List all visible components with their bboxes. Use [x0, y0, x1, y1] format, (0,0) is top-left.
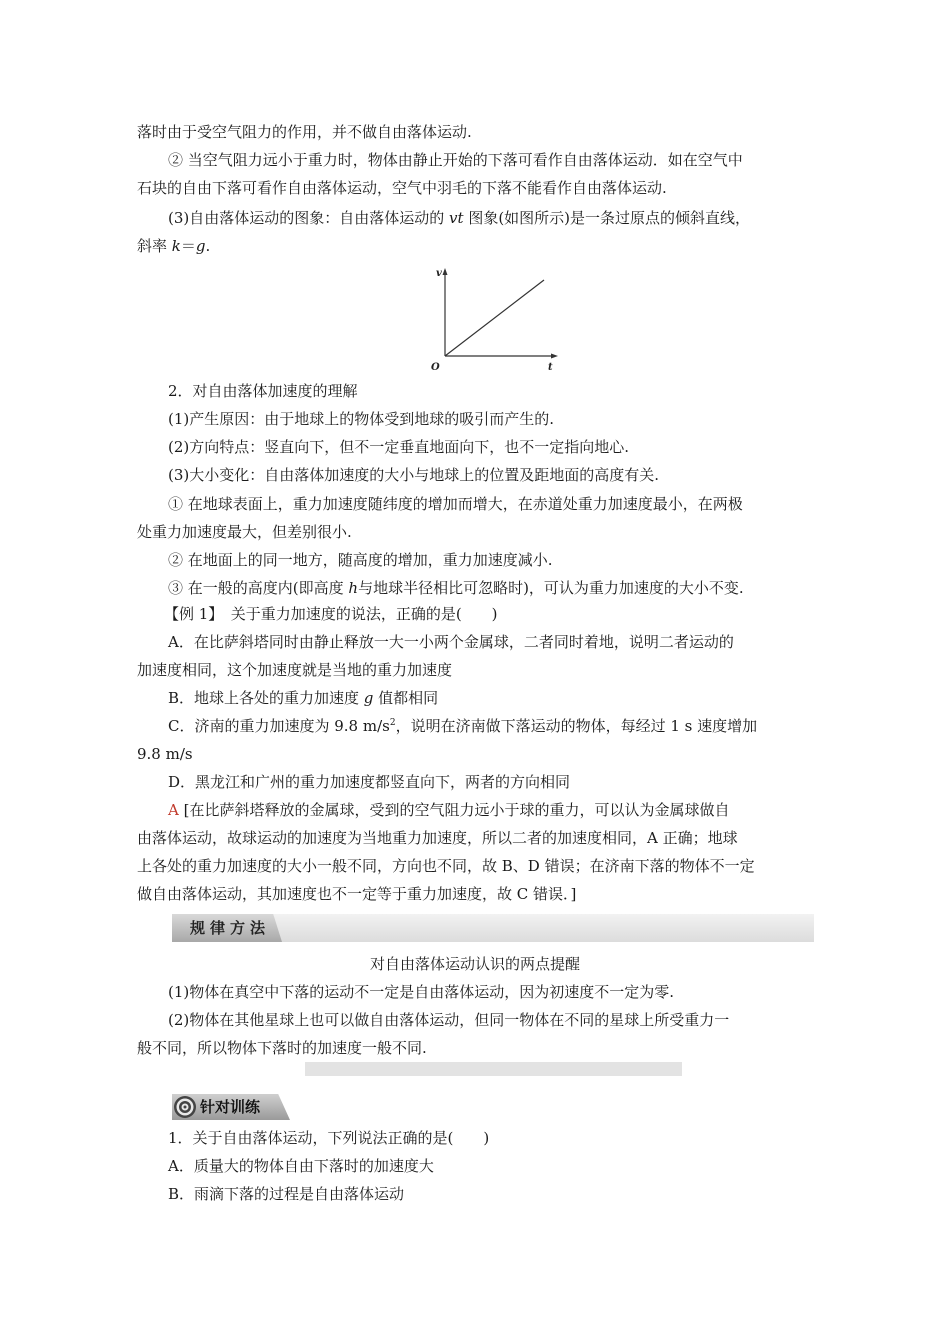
section-heading: 2．对自由落体加速度的理解	[168, 382, 358, 400]
answer-line: 做自由落体运动，其加速度也不一定等于重力加速度，故 C 错误．]	[137, 885, 577, 903]
answer-letter: A	[168, 801, 179, 819]
example-question: 【例 1】 关于重力加速度的说法，正确的是( )	[164, 605, 498, 623]
answer-line: 由落体运动，故球运动的加速度为当地重力加速度，所以二者的加速度相同，A 正确；地球	[137, 829, 738, 847]
paragraph-line: 落时由于受空气阻力的作用，并不做自由落体运动.	[137, 123, 472, 141]
target-icon	[173, 1095, 197, 1119]
rule-item-cont: 般不同，所以物体下落时的加速度一般不同.	[137, 1039, 427, 1057]
option-c: C．济南的重力加速度为 9.8 $m/s^2$，说明在济南做下落运动的物体，每经过 1 s 速度增加	[168, 717, 758, 735]
y-axis-label: v	[436, 268, 442, 279]
paragraph-line: ② 当空气阻力远小于重力时，物体由静止开始的下落可看作自由落体运动．如在空气中	[168, 151, 743, 169]
option-c-cont: 9.8 m/s	[137, 745, 193, 763]
method-banner	[172, 914, 814, 942]
paragraph-line: (3)大小变化：自由落体加速度的大小与地球上的位置及距地面的高度有关.	[168, 466, 660, 484]
paragraph-line: (1)产生原因：由于地球上的物体受到地球的吸引而产生的.	[168, 410, 555, 428]
answer-line: 上各处的重力加速度的大小一般不同，方向也不同，故 B、D 错误；在济南下落的物体不一定	[137, 857, 755, 875]
method-banner-label: 规律方法	[190, 919, 271, 937]
answer-line: A [在比萨斜塔释放的金属球，受到的空气阻力远小于球的重力，可以认为金属球做自	[168, 801, 730, 819]
section-divider	[305, 1062, 682, 1076]
x-axis-label: t	[548, 362, 553, 373]
option-a-cont: 加速度相同，这个加速度就是当地的重力加速度	[137, 661, 453, 679]
paragraph-line: 石块的自由下落可看作自由落体运动，空气中羽毛的下落不能看作自由落体运动.	[137, 179, 667, 197]
practice-option-b: B．雨滴下落的过程是自由落体运动	[168, 1185, 405, 1203]
paragraph-line: (2)方向特点：竖直向下，但不一定垂直地面向下，也不一定指向地心.	[168, 438, 630, 456]
paragraph-line: ① 在地球表面上，重力加速度随纬度的增加而增大，在赤道处重力加速度最小，在两极	[168, 495, 743, 513]
rule-item: (1)物体在真空中下落的运动不一定是自由落体运动，因为初速度不一定为零.	[168, 983, 675, 1001]
option-a: A．在比萨斜塔同时由静止释放一大一小两个金属球，二者同时着地，说明二者运动的	[168, 633, 734, 651]
practice-question: 1．关于自由落体运动，下列说法正确的是( )	[168, 1129, 490, 1147]
origin-label: O	[431, 362, 440, 373]
option-b: B．地球上各处的重力加速度 g 值都相同	[168, 689, 439, 707]
practice-option-a: A．质量大的物体自由下落时的加速度大	[168, 1157, 434, 1175]
rule-title: 对自由落体运动认识的两点提醒	[369, 955, 580, 973]
paragraph-line: 斜率 k＝g.	[137, 237, 211, 255]
paragraph-line: (3)自由落体运动的图象：自由落体运动的 vt 图象(如图所示)是一条过原点的倾斜直线，	[168, 209, 751, 227]
paragraph-line: 处重力加速度最大，但差别很小.	[137, 523, 352, 541]
rule-item: (2)物体在其他星球上也可以做自由落体运动，但同一物体在不同的星球上所受重力一	[168, 1011, 730, 1029]
training-badge-label: 针对训练	[200, 1098, 261, 1116]
paragraph-line: ② 在地面上的同一地方，随高度的增加，重力加速度减小.	[168, 551, 553, 569]
paragraph-line: ③ 在一般的高度内(即高度 h与地球半径相比可忽略时)，可认为重力加速度的大小不变.	[168, 579, 744, 597]
vt-graph	[424, 262, 564, 374]
option-d: D．黑龙江和广州的重力加速度都竖直向下，两者的方向相同	[168, 773, 571, 791]
